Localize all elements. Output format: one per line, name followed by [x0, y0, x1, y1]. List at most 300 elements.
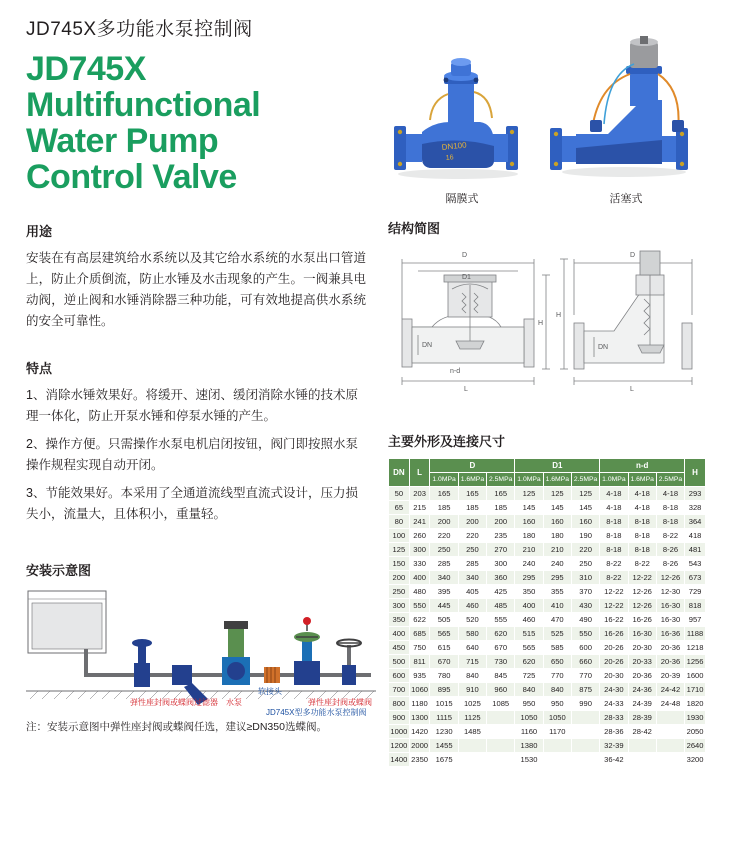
install-label-valve-2: 弹性座封阀或蝶阀: [308, 698, 372, 707]
table-cell: 235: [487, 529, 515, 543]
table-cell: 300: [487, 557, 515, 571]
table-cell: 400: [409, 571, 430, 585]
table-cell: [543, 739, 571, 753]
table-cell: 1050: [543, 711, 571, 725]
table-cell: 460: [515, 613, 543, 627]
table-cell: 600: [389, 669, 410, 683]
table-cell: 1170: [543, 725, 571, 739]
table-cell: 900: [389, 711, 410, 725]
table-cell: 295: [543, 571, 571, 585]
table-cell: 1200: [389, 739, 410, 753]
table-cell: [628, 739, 656, 753]
table-row: [389, 627, 706, 641]
table-cell: 16-36: [656, 627, 684, 641]
table-cell: 550: [409, 599, 430, 613]
svg-text:H: H: [538, 320, 544, 327]
table-cell: 203: [409, 487, 430, 501]
table-cell: 750: [409, 641, 430, 655]
table-cell: 165: [458, 487, 486, 501]
table-cell: 24-42: [656, 683, 684, 697]
table-cell: 80: [389, 515, 410, 529]
table-cell: 400: [515, 599, 543, 613]
table-cell: [487, 711, 515, 725]
table-cell: 445: [430, 599, 458, 613]
table-cell: 16-26: [628, 613, 656, 627]
table-cell: 270: [487, 543, 515, 557]
table-row: [389, 641, 706, 655]
table-cell: 12-22: [600, 585, 628, 599]
table-cell: 1485: [458, 725, 486, 739]
table-cell: 50: [389, 487, 410, 501]
table-row: [389, 599, 706, 613]
table-cell: 960: [487, 683, 515, 697]
table-cell: [656, 725, 684, 739]
table-cell: 957: [685, 613, 706, 627]
table-cell: 640: [458, 641, 486, 655]
table-cell: 16-30: [656, 613, 684, 627]
table-cell: 550: [571, 627, 599, 641]
table-cell: [656, 753, 684, 767]
table-cell: 32-39: [600, 739, 628, 753]
table-cell: [487, 725, 515, 739]
table-cell: 350: [515, 585, 543, 599]
table-cell: 20-36: [656, 655, 684, 669]
svg-text:D: D: [462, 252, 468, 259]
table-cell: 16-30: [628, 627, 656, 641]
feature-item: 3、节能效果好。本采用了全通道流线型直流式设计，压力损失小，流量大，且体积小，重量轻。: [26, 486, 358, 521]
table-cell: 1115: [430, 711, 458, 725]
installation-diagram-section: [26, 560, 376, 735]
table-cell: 125: [515, 487, 543, 501]
table-cell: 16-26: [600, 627, 628, 641]
table-cell: 165: [430, 487, 458, 501]
table-cell: 20-30: [600, 669, 628, 683]
structure-heading: 结构简图: [388, 221, 441, 236]
table-cell: 250: [571, 557, 599, 571]
table-cell: 12-26: [628, 599, 656, 613]
table-cell: 622: [409, 613, 430, 627]
table-cell: 20-36: [656, 641, 684, 655]
table-cell: 4-18: [600, 501, 628, 515]
table-cell: 24-39: [628, 697, 656, 711]
left-column: [26, 14, 366, 532]
table-row: [389, 571, 706, 585]
table-cell: 485: [487, 599, 515, 613]
svg-text:DN100: DN100: [441, 140, 467, 152]
table-cell: 160: [543, 515, 571, 529]
table-cell: 150: [389, 557, 410, 571]
table-cell: 729: [685, 585, 706, 599]
table-cell: 1930: [685, 711, 706, 725]
table-cell: 250: [430, 543, 458, 557]
table-cell: 2050: [685, 725, 706, 739]
install-label-strainer: 过滤器: [194, 698, 218, 707]
col-nd: n-d: [600, 459, 685, 473]
table-cell: [571, 711, 599, 725]
table-cell: 340: [458, 571, 486, 585]
table-cell: 12-26: [656, 571, 684, 585]
table-cell: 565: [515, 641, 543, 655]
table-cell: 1230: [430, 725, 458, 739]
table-cell: 8-22: [656, 529, 684, 543]
install-label-soft-connector: 软接头: [258, 687, 282, 696]
table-cell: 650: [543, 655, 571, 669]
installation-schematic-svg: [26, 587, 376, 712]
table-cell: 615: [430, 641, 458, 655]
table-cell: 250: [389, 585, 410, 599]
table-cell: 875: [571, 683, 599, 697]
table-cell: 505: [430, 613, 458, 627]
table-row: [389, 753, 706, 767]
table-cell: 370: [571, 585, 599, 599]
table-cell: 8-18: [600, 529, 628, 543]
col-l: L: [409, 459, 430, 487]
table-cell: 715: [458, 655, 486, 669]
table-cell: 215: [409, 501, 430, 515]
table-cell: 16-22: [600, 613, 628, 627]
sub-d1-16: 1.6MPa: [543, 473, 571, 487]
table-row: [389, 557, 706, 571]
table-row: [389, 529, 706, 543]
col-d: D: [430, 459, 515, 473]
table-cell: 125: [543, 487, 571, 501]
table-cell: 65: [389, 501, 410, 515]
table-row: [389, 487, 706, 501]
features-heading: 特点: [26, 361, 53, 376]
table-cell: 8-18: [656, 501, 684, 515]
table-row: [389, 697, 706, 711]
table-cell: 20-26: [600, 641, 628, 655]
col-h: H: [685, 459, 706, 487]
table-cell: 28-36: [600, 725, 628, 739]
table-row: [389, 515, 706, 529]
usage-heading: 用途: [26, 224, 53, 239]
table-row: [389, 501, 706, 515]
photo-caption-diaphragm: 隔膜式: [445, 193, 479, 205]
table-cell: 20-36: [628, 669, 656, 683]
table-cell: 1710: [685, 683, 706, 697]
table-cell: 395: [430, 585, 458, 599]
table-cell: 670: [430, 655, 458, 669]
feature-item: 1、消除水锤效果好。将缓开、速闭、缓闭消除水锤的技术原理一体化，防止开泵水锤和停泵水锤的产生。: [26, 388, 358, 423]
table-cell: 500: [389, 655, 410, 669]
table-cell: 8-18: [600, 515, 628, 529]
table-cell: [458, 753, 486, 767]
table-cell: 950: [515, 697, 543, 711]
table-row: [389, 725, 706, 739]
photo-piston-valve: [546, 34, 706, 184]
table-cell: 1015: [430, 697, 458, 711]
table-cell: 364: [685, 515, 706, 529]
table-cell: 240: [543, 557, 571, 571]
table-cell: 240: [515, 557, 543, 571]
table-cell: 160: [571, 515, 599, 529]
table-cell: 670: [487, 641, 515, 655]
table-cell: [628, 753, 656, 767]
table-cell: 220: [571, 543, 599, 557]
table-cell: 330: [409, 557, 430, 571]
title-line-2: Multifunctional: [26, 86, 261, 124]
table-cell: 8-26: [656, 543, 684, 557]
table-cell: 12-26: [628, 585, 656, 599]
table-cell: 24-30: [600, 683, 628, 697]
table-cell: 165: [487, 487, 515, 501]
table-row: [389, 543, 706, 557]
table-cell: [487, 739, 515, 753]
table-cell: 293: [685, 487, 706, 501]
install-label-control-valve: JD745X型多功能水泵控制阀: [266, 708, 367, 717]
table-cell: 1420: [409, 725, 430, 739]
table-cell: 1025: [458, 697, 486, 711]
table-cell: 660: [571, 655, 599, 669]
table-row: [389, 655, 706, 669]
table-cell: 8-22: [600, 571, 628, 585]
svg-text:D: D: [630, 252, 636, 259]
table-cell: 800: [389, 697, 410, 711]
table-cell: 515: [515, 627, 543, 641]
sub-d1-10: 1.0MPa: [515, 473, 543, 487]
table-cell: [458, 739, 486, 753]
table-cell: 4-18: [628, 501, 656, 515]
right-column: [388, 34, 706, 767]
table-cell: 410: [543, 599, 571, 613]
table-cell: 1180: [409, 697, 430, 711]
table-cell: 1125: [458, 711, 486, 725]
table-cell: 28-42: [628, 725, 656, 739]
table-cell: 1000: [389, 725, 410, 739]
svg-text:D1: D1: [462, 274, 471, 281]
table-cell: 100: [389, 529, 410, 543]
table-cell: 845: [487, 669, 515, 683]
table-cell: 355: [543, 585, 571, 599]
table-cell: 285: [430, 557, 458, 571]
table-cell: 260: [409, 529, 430, 543]
table-cell: 300: [389, 599, 410, 613]
table-cell: 4-18: [600, 487, 628, 501]
table-cell: 673: [685, 571, 706, 585]
table-cell: 24-48: [656, 697, 684, 711]
table-cell: 4-18: [628, 487, 656, 501]
sub-d-25: 2.5MPa: [487, 473, 515, 487]
svg-text:H: H: [556, 312, 562, 319]
table-cell: 481: [685, 543, 706, 557]
table-cell: 1085: [487, 697, 515, 711]
table-cell: 1400: [389, 753, 410, 767]
photo-caption-piston: 活塞式: [609, 193, 643, 205]
table-cell: 780: [430, 669, 458, 683]
table-cell: 16-30: [656, 599, 684, 613]
table-cell: 310: [571, 571, 599, 585]
table-header: [389, 459, 706, 487]
table-cell: 620: [515, 655, 543, 669]
table-cell: 400: [389, 627, 410, 641]
sub-d-10: 1.0MPa: [430, 473, 458, 487]
col-dn: DN: [389, 459, 410, 487]
svg-text:16: 16: [445, 154, 454, 162]
sub-nd-10: 1.0MPa: [600, 473, 628, 487]
table-cell: 430: [571, 599, 599, 613]
table-cell: 840: [515, 683, 543, 697]
table-cell: 285: [458, 557, 486, 571]
table-cell: 685: [409, 627, 430, 641]
table-row: [389, 683, 706, 697]
table-row: [389, 669, 706, 683]
table-cell: 200: [487, 515, 515, 529]
table-row: [389, 739, 706, 753]
table-cell: [656, 739, 684, 753]
table-cell: 145: [571, 501, 599, 515]
table-cell: 2350: [409, 753, 430, 767]
table-cell: 620: [487, 627, 515, 641]
table-cell: 725: [515, 669, 543, 683]
table-cell: [571, 739, 599, 753]
table-cell: 360: [487, 571, 515, 585]
table-cell: 145: [515, 501, 543, 515]
table-cell: 220: [458, 529, 486, 543]
table-cell: 350: [389, 613, 410, 627]
table-cell: 12-22: [600, 599, 628, 613]
table-cell: 1600: [685, 669, 706, 683]
table-cell: 20-33: [628, 655, 656, 669]
table-cell: 250: [458, 543, 486, 557]
table-cell: 20-26: [600, 655, 628, 669]
table-cell: 185: [458, 501, 486, 515]
table-cell: 840: [458, 669, 486, 683]
table-cell: 730: [487, 655, 515, 669]
table-cell: 1188: [685, 627, 706, 641]
table-cell: 200: [458, 515, 486, 529]
table-cell: 2000: [409, 739, 430, 753]
table-cell: 565: [430, 627, 458, 641]
table-cell: 8-22: [600, 557, 628, 571]
table-row: [389, 711, 706, 725]
table-cell: 1050: [515, 711, 543, 725]
table-cell: [571, 753, 599, 767]
table-cell: 418: [685, 529, 706, 543]
table-cell: [543, 753, 571, 767]
title-line-1: JD745X: [26, 50, 146, 88]
table-cell: 811: [409, 655, 430, 669]
table-cell: 185: [430, 501, 458, 515]
table-cell: 580: [458, 627, 486, 641]
table-cell: 1380: [515, 739, 543, 753]
table-cell: [571, 725, 599, 739]
table-cell: [487, 753, 515, 767]
table-cell: 8-18: [628, 529, 656, 543]
table-cell: 210: [543, 543, 571, 557]
dimension-table: [388, 458, 706, 767]
table-cell: 818: [685, 599, 706, 613]
table-cell: 425: [487, 585, 515, 599]
installation-note: 注：安装示意图中弹性座封阀或蝶阀任选，建议≥DN350选蝶阀。: [26, 721, 327, 733]
table-cell: 12-30: [656, 585, 684, 599]
table-cell: 180: [543, 529, 571, 543]
structure-figure: [388, 245, 706, 415]
features-list: [26, 385, 366, 525]
table-cell: 770: [571, 669, 599, 683]
table-body: [389, 487, 706, 767]
feature-item: 2、操作方便。只需操作水泵电机启闭按钮，阀门即按照水泵操作规程实现自动开闭。: [26, 437, 358, 472]
table-cell: 241: [409, 515, 430, 529]
install-label-pump: 水泵: [226, 698, 242, 707]
table-cell: 3200: [685, 753, 706, 767]
table-cell: 470: [543, 613, 571, 627]
table-cell: 405: [458, 585, 486, 599]
sub-nd-25: 2.5MPa: [656, 473, 684, 487]
table-cell: 220: [430, 529, 458, 543]
table-cell: 200: [389, 571, 410, 585]
table-cell: 160: [515, 515, 543, 529]
installation-heading: 安装示意图: [26, 563, 92, 578]
table-cell: 543: [685, 557, 706, 571]
table-cell: 1300: [409, 711, 430, 725]
table-row: [389, 613, 706, 627]
table-cell: 200: [430, 515, 458, 529]
table-cell: 24-33: [600, 697, 628, 711]
table-row: [389, 585, 706, 599]
svg-text:DN: DN: [422, 342, 433, 349]
table-cell: 895: [430, 683, 458, 697]
table-cell: 1160: [515, 725, 543, 739]
sub-d-16: 1.6MPa: [458, 473, 486, 487]
table-cell: 8-18: [628, 515, 656, 529]
table-cell: 8-18: [656, 515, 684, 529]
dimension-table-heading: 主要外形及连接尺寸: [388, 434, 506, 449]
table-cell: 525: [543, 627, 571, 641]
english-product-title: [26, 51, 366, 195]
table-cell: 460: [458, 599, 486, 613]
install-label-valve-1: 弹性座封阀或蝶阀: [130, 698, 194, 707]
product-photos: [388, 34, 706, 204]
table-cell: 300: [409, 543, 430, 557]
table-cell: 8-22: [628, 557, 656, 571]
table-cell: 450: [389, 641, 410, 655]
col-d1: D1: [515, 459, 600, 473]
table-cell: 145: [543, 501, 571, 515]
diaphragm-valve-svg: [388, 34, 538, 184]
svg-text:n-d: n-d: [450, 368, 461, 375]
svg-text:DN: DN: [598, 344, 609, 351]
table-cell: 28-39: [628, 711, 656, 725]
table-cell: 295: [515, 571, 543, 585]
table-cell: 340: [430, 571, 458, 585]
table-cell: 190: [571, 529, 599, 543]
table-cell: 1675: [430, 753, 458, 767]
table-cell: 180: [515, 529, 543, 543]
table-cell: 28-33: [600, 711, 628, 725]
chinese-product-title: JD745X多功能水泵控制阀: [26, 19, 253, 40]
table-cell: 210: [515, 543, 543, 557]
table-cell: 700: [389, 683, 410, 697]
table-cell: 12-22: [628, 571, 656, 585]
table-cell: 1820: [685, 697, 706, 711]
table-cell: 520: [458, 613, 486, 627]
table-cell: 585: [543, 641, 571, 655]
table-cell: 8-18: [628, 543, 656, 557]
table-cell: 20-30: [628, 641, 656, 655]
table-cell: 328: [685, 501, 706, 515]
table-cell: 1256: [685, 655, 706, 669]
photo-diaphragm-valve: [388, 34, 538, 184]
table-cell: 770: [543, 669, 571, 683]
installation-figure: [26, 587, 376, 717]
table-cell: 125: [571, 487, 599, 501]
table-cell: 2640: [685, 739, 706, 753]
piston-valve-svg: [546, 34, 706, 184]
svg-text:L: L: [630, 386, 634, 393]
table-cell: 4-18: [656, 487, 684, 501]
table-header-row-sub: [389, 473, 706, 487]
